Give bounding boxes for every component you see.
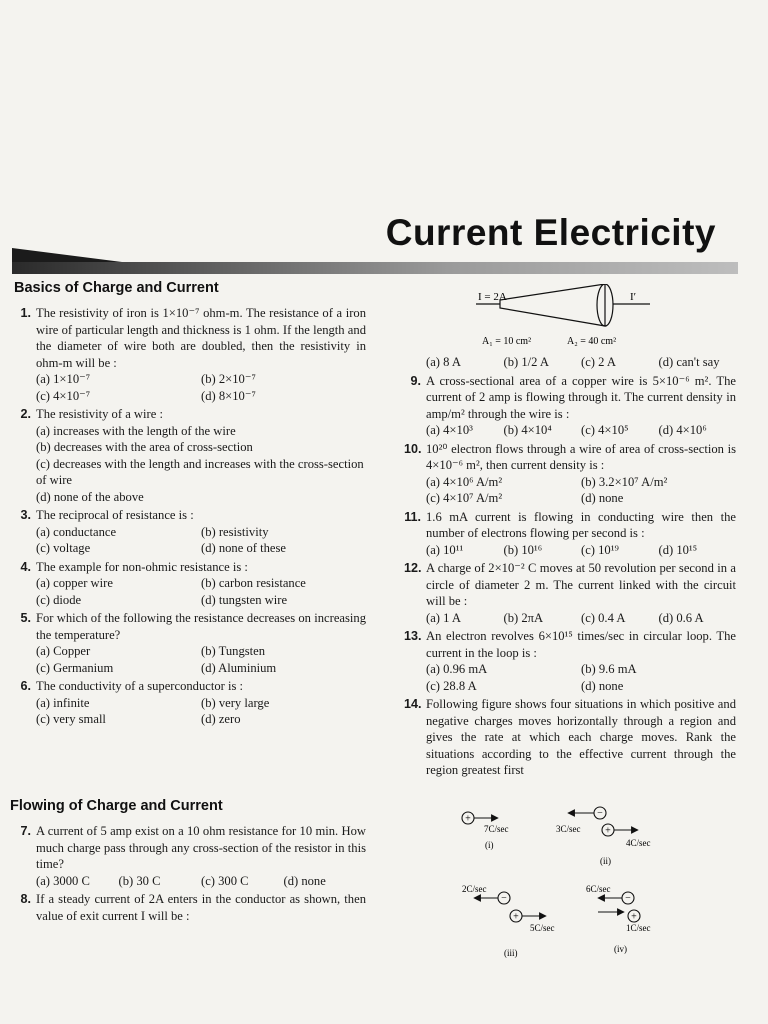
option-b: (b) Tungsten: [201, 644, 266, 658]
option-b: (b) carbon resistance: [201, 576, 306, 590]
option-c: (c) voltage: [36, 541, 91, 555]
option-d: (d) Aluminium: [201, 660, 277, 675]
question-text: 1.6 mA current is flowing in conducting wire then the number of electrons flowing per second is :: [426, 509, 736, 540]
chapter-title: Current Electricity: [385, 212, 716, 253]
charge-situations-figure: [440, 806, 700, 960]
option-a: (a) 1×10⁻⁷: [36, 372, 91, 386]
option-a: (a) conductance: [36, 524, 117, 539]
question-number: 13.: [404, 629, 422, 643]
option-d: (d) none: [581, 491, 624, 505]
option-d: (d) none of the above: [36, 489, 144, 504]
question-number: 4.: [20, 559, 31, 574]
option-a: (a) 0.96 mA: [426, 662, 488, 676]
entry-current-label: I = 2A: [478, 291, 507, 303]
option-b: (b) resistivity: [201, 524, 269, 539]
option-d: (d) none: [581, 678, 624, 693]
question-number: 9.: [410, 373, 421, 388]
question-text: The example for non-ohmic resistance is :: [36, 559, 248, 574]
question-number: 11.: [404, 509, 421, 524]
question-8-options: [404, 354, 736, 371]
question-text: If a steady current of 2A enters in the conductor as shown, then value of exit current I will be :: [36, 892, 366, 923]
situation-i: [462, 812, 509, 850]
situation-label: (iv): [614, 944, 627, 954]
option-c: (c) 10¹⁹: [581, 542, 619, 557]
right-column: [404, 354, 736, 779]
question-number: 12.: [404, 561, 422, 575]
plus-sign: +: [605, 825, 611, 837]
option-a: (a) 8 A: [426, 355, 461, 369]
option-c: (c) decreases with the length and increases with the cross-section of wire: [36, 456, 364, 487]
question-text: 10²⁰ electron flows through a wire of area of cross-section is 4×10⁻⁶ m², then current density is :: [426, 441, 736, 472]
question-text: The conductivity of a superconductor is :: [36, 679, 244, 693]
situation-label: (ii): [600, 856, 611, 866]
option-b: (b) very large: [201, 695, 270, 710]
question-number: 14.: [404, 697, 422, 711]
option-d: (d) 4×10⁶: [658, 423, 707, 437]
situation-iv: [586, 884, 651, 954]
left-column-lower: [14, 823, 366, 924]
rate-label: 3C/sec: [556, 824, 581, 834]
exit-current-label: I′: [630, 291, 637, 303]
left-column: [14, 305, 366, 728]
minus-sign: −: [501, 893, 507, 904]
option-d: (d) none: [283, 873, 326, 888]
option-c: (c) 4×10⁻⁷: [36, 388, 91, 403]
conical-conductor: [500, 284, 605, 326]
option-c: (c) 300 C: [201, 873, 249, 888]
option-b: (b) 4×10⁴: [503, 423, 552, 437]
option-a: (a) 4×10⁶ A/m²: [426, 474, 503, 489]
option-d: (d) 10¹⁵: [658, 542, 698, 557]
question-text: An electron revolves 6×10¹⁵ times/sec in circular loop. The current in the loop is :: [426, 629, 736, 660]
question-text: A charge of 2×10⁻² C moves at 50 revolution per second in a circle of diameter 2 m. The current linked with the circuit will be :: [426, 561, 736, 608]
area-a1-label: A₁ = 10 cm²: [482, 336, 532, 347]
question-7: [14, 823, 366, 889]
option-a: (a) 1 A: [426, 610, 461, 625]
rate-label: 4C/sec: [626, 838, 651, 848]
plus-sign: +: [465, 813, 471, 825]
option-a: (a) copper wire: [36, 576, 113, 590]
option-b: (b) 2πA: [503, 610, 544, 625]
question-5: [14, 610, 366, 676]
situation-ii: [556, 807, 651, 866]
question-text: A cross-sectional area of a copper wire is 5×10⁻⁶ m². The current of 2 amp is flowing through it. The current density in amp/m² through the wire is :: [426, 373, 736, 421]
question-text: The resistivity of iron is 1×10⁻⁷ ohm-m. The resistance of a iron wire of particular length and thickness is 1 ohm. If the length and the diameter of wire both are doubled, then the resistivity in ohm-m will be :: [36, 306, 366, 370]
conductor-figure: [400, 284, 740, 350]
option-c: (c) Germanium: [36, 660, 114, 675]
question-text: A current of 5 amp exist on a 10 ohm resistance for 10 min. How much charge pass through any cross-section of the resistor in this time?: [36, 824, 366, 871]
option-d: (d) zero: [201, 712, 241, 726]
question-3: [14, 507, 366, 557]
option-c: (c) 2 A: [581, 355, 616, 369]
option-b: (b) 10¹⁶: [503, 542, 543, 557]
question-number: 8.: [20, 892, 31, 906]
option-d: (d) 8×10⁻⁷: [201, 388, 256, 403]
option-a: (a) infinite: [36, 695, 90, 710]
section-heading-basics: Basics of Charge and Current: [14, 280, 219, 296]
rate-label: 2C/sec: [462, 884, 487, 894]
question-number: 7.: [20, 824, 31, 838]
question-number: 2.: [20, 407, 31, 421]
option-c: (c) 0.4 A: [581, 610, 626, 625]
rate-label: 6C/sec: [586, 884, 611, 894]
question-text: The resistivity of a wire :: [36, 407, 163, 421]
option-c: (c) 4×10⁵: [581, 423, 629, 437]
question-12: [404, 560, 736, 626]
question-6: [14, 678, 366, 728]
question-9: [404, 373, 736, 439]
option-a: (a) 3000 C: [36, 873, 90, 888]
situation-label: (iii): [504, 948, 518, 958]
plus-sign: +: [631, 911, 637, 923]
option-b: (b) 2×10⁻⁷: [201, 372, 256, 386]
question-number: 1.: [20, 306, 31, 320]
plus-sign: +: [513, 911, 519, 923]
option-d: (d) none of these: [201, 541, 286, 555]
option-c: (c) 28.8 A: [426, 678, 477, 693]
rate-label: 7C/sec: [484, 824, 509, 834]
section-heading-flowing: Flowing of Charge and Current: [10, 798, 223, 814]
question-number: 5.: [20, 611, 31, 625]
question-number: 10.: [404, 441, 422, 456]
question-4: [14, 559, 366, 609]
question-text: The reciprocal of resistance is :: [36, 508, 194, 522]
question-10: [404, 441, 736, 507]
question-text: Following figure shows four situations in which positive and negative charges moves horizontally through a region and gives the rate at which each charge moves. Rank the situations according to the effective current through the region greatest first: [426, 697, 736, 777]
minus-sign: −: [625, 893, 631, 904]
option-a: (a) 4×10³: [426, 423, 473, 437]
rate-label: 5C/sec: [530, 923, 555, 933]
situation-label: (i): [485, 840, 494, 850]
option-b: (b) 3.2×10⁷ A/m²: [581, 474, 668, 489]
question-11: [404, 509, 736, 559]
option-b: (b) decreases with the area of cross-section: [36, 440, 253, 454]
option-b: (b) 1/2 A: [503, 355, 549, 369]
option-c: (c) very small: [36, 712, 106, 726]
header-band-wedge: [12, 248, 122, 262]
option-a: (a) 10¹¹: [426, 542, 464, 557]
question-number: 6.: [20, 679, 31, 693]
question-13: [404, 628, 736, 694]
header-band: [12, 262, 738, 274]
rate-label: 1C/sec: [626, 923, 651, 933]
option-a: (a) Copper: [36, 644, 91, 658]
question-14: [404, 696, 736, 779]
question-text: For which of the following the resistance decreases on increasing the temperature?: [36, 611, 366, 642]
area-a2-label: A₂ = 40 cm²: [567, 336, 617, 347]
option-c: (c) 4×10⁷ A/m²: [426, 491, 503, 505]
question-1: [14, 305, 366, 404]
option-d: (d) can't say: [658, 355, 720, 369]
question-8: [14, 891, 366, 924]
option-b: (b) 30 C: [118, 873, 161, 888]
option-c: (c) diode: [36, 592, 82, 607]
option-d: (d) 0.6 A: [658, 610, 704, 625]
situation-iii: [462, 884, 555, 958]
question-2: [14, 406, 366, 505]
question-number: 3.: [20, 508, 31, 522]
option-a: (a) increases with the length of the wire: [36, 423, 236, 438]
option-b: (b) 9.6 mA: [581, 662, 637, 676]
minus-sign: −: [597, 808, 603, 819]
option-d: (d) tungsten wire: [201, 592, 288, 607]
